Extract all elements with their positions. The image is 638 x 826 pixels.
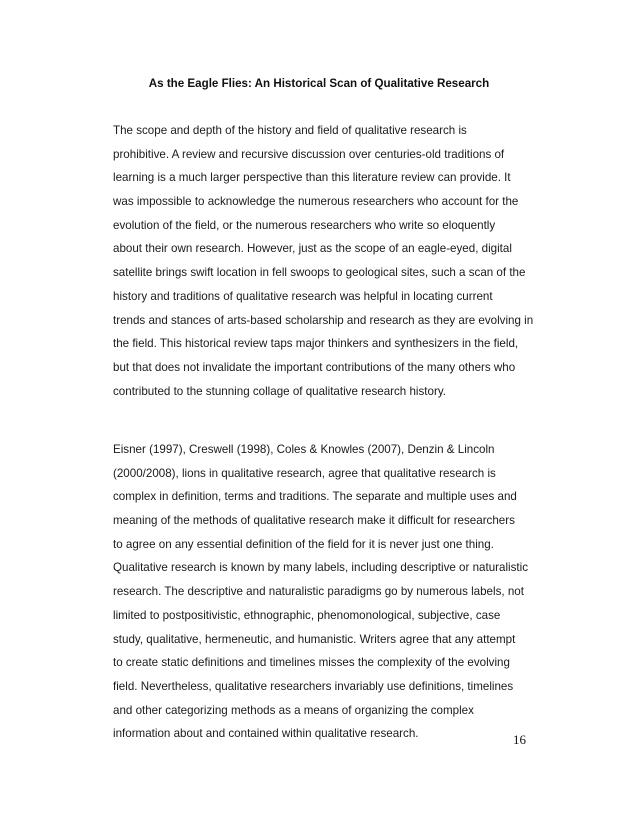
- section-heading: As the Eagle Flies: An Historical Scan of Qualitative Research: [148, 77, 490, 90]
- paragraph-line: to agree on any essential definition of the field for it is never just one thing.: [113, 537, 494, 551]
- paragraph-line: contributed to the stunning collage of qualitative research history.: [113, 384, 446, 398]
- paragraph-line: about their own research. However, just as the scope of an eagle-eyed, digital: [113, 242, 512, 256]
- paragraph-line: field. Nevertheless, qualitative researchers invariably use definitions, timelines: [113, 679, 514, 693]
- paragraph-line: research. The descriptive and naturalistic paradigms go by numerous labels, not: [113, 585, 524, 599]
- paragraph-2: [113, 438, 553, 746]
- paragraph-line: limited to postpositivistic, ethnographic, phenomonological, subjective, case: [113, 608, 501, 622]
- paragraph-line: to create static definitions and timelines misses the complexity of the evolving: [113, 656, 510, 670]
- paragraph-line: complex in definition, terms and traditions. The separate and multiple uses and: [113, 490, 517, 504]
- paragraph-line: the field. This historical review taps major thinkers and synthesizers in the field,: [113, 337, 519, 351]
- paragraph-line: and other categorizing methods as a means of organizing the complex: [113, 703, 474, 717]
- paragraph-line: evolution of the field, or the numerous researchers who write so eloquently: [113, 218, 496, 232]
- paragraph-line: history and traditions of qualitative research was helpful in locating current: [113, 289, 493, 303]
- paragraph-1: [113, 119, 553, 403]
- page-number: 16: [513, 732, 526, 747]
- paragraph-line: Eisner (1997), Creswell (1998), Coles & Knowles (2007), Denzin & Lincoln: [113, 443, 495, 456]
- paragraph-line: (2000/2008), lions in qualitative research, agree that qualitative research is: [113, 466, 496, 480]
- paragraph-line: prohibitive. A review and recursive discussion over centuries-old traditions of: [113, 147, 505, 161]
- paragraph-line: trends and stances of arts-based scholarship and research as they are evolving in: [113, 313, 534, 327]
- paragraph-line: but that does not invalidate the important contributions of the many others who: [113, 360, 516, 374]
- paragraph-line: satellite brings swift location in fell swoops to geological sites, such a scan of the: [113, 266, 526, 280]
- paragraph-line: learning is a much larger perspective than this literature review can provide. It: [113, 171, 511, 185]
- paragraph-line: study, qualitative, hermeneutic, and humanistic. Writers agree that any attempt: [113, 632, 516, 646]
- paragraph-line: information about and contained within qualitative research.: [113, 727, 419, 741]
- paragraph-line: was impossible to acknowledge the numerous researchers who account for the: [113, 195, 519, 209]
- paragraph-line: Qualitative research is known by many labels, including descriptive or naturalistic: [113, 561, 528, 575]
- paragraph-line: meaning of the methods of qualitative research make it difficult for researchers: [113, 514, 515, 528]
- paragraph-line: The scope and depth of the history and field of qualitative research is: [113, 124, 467, 137]
